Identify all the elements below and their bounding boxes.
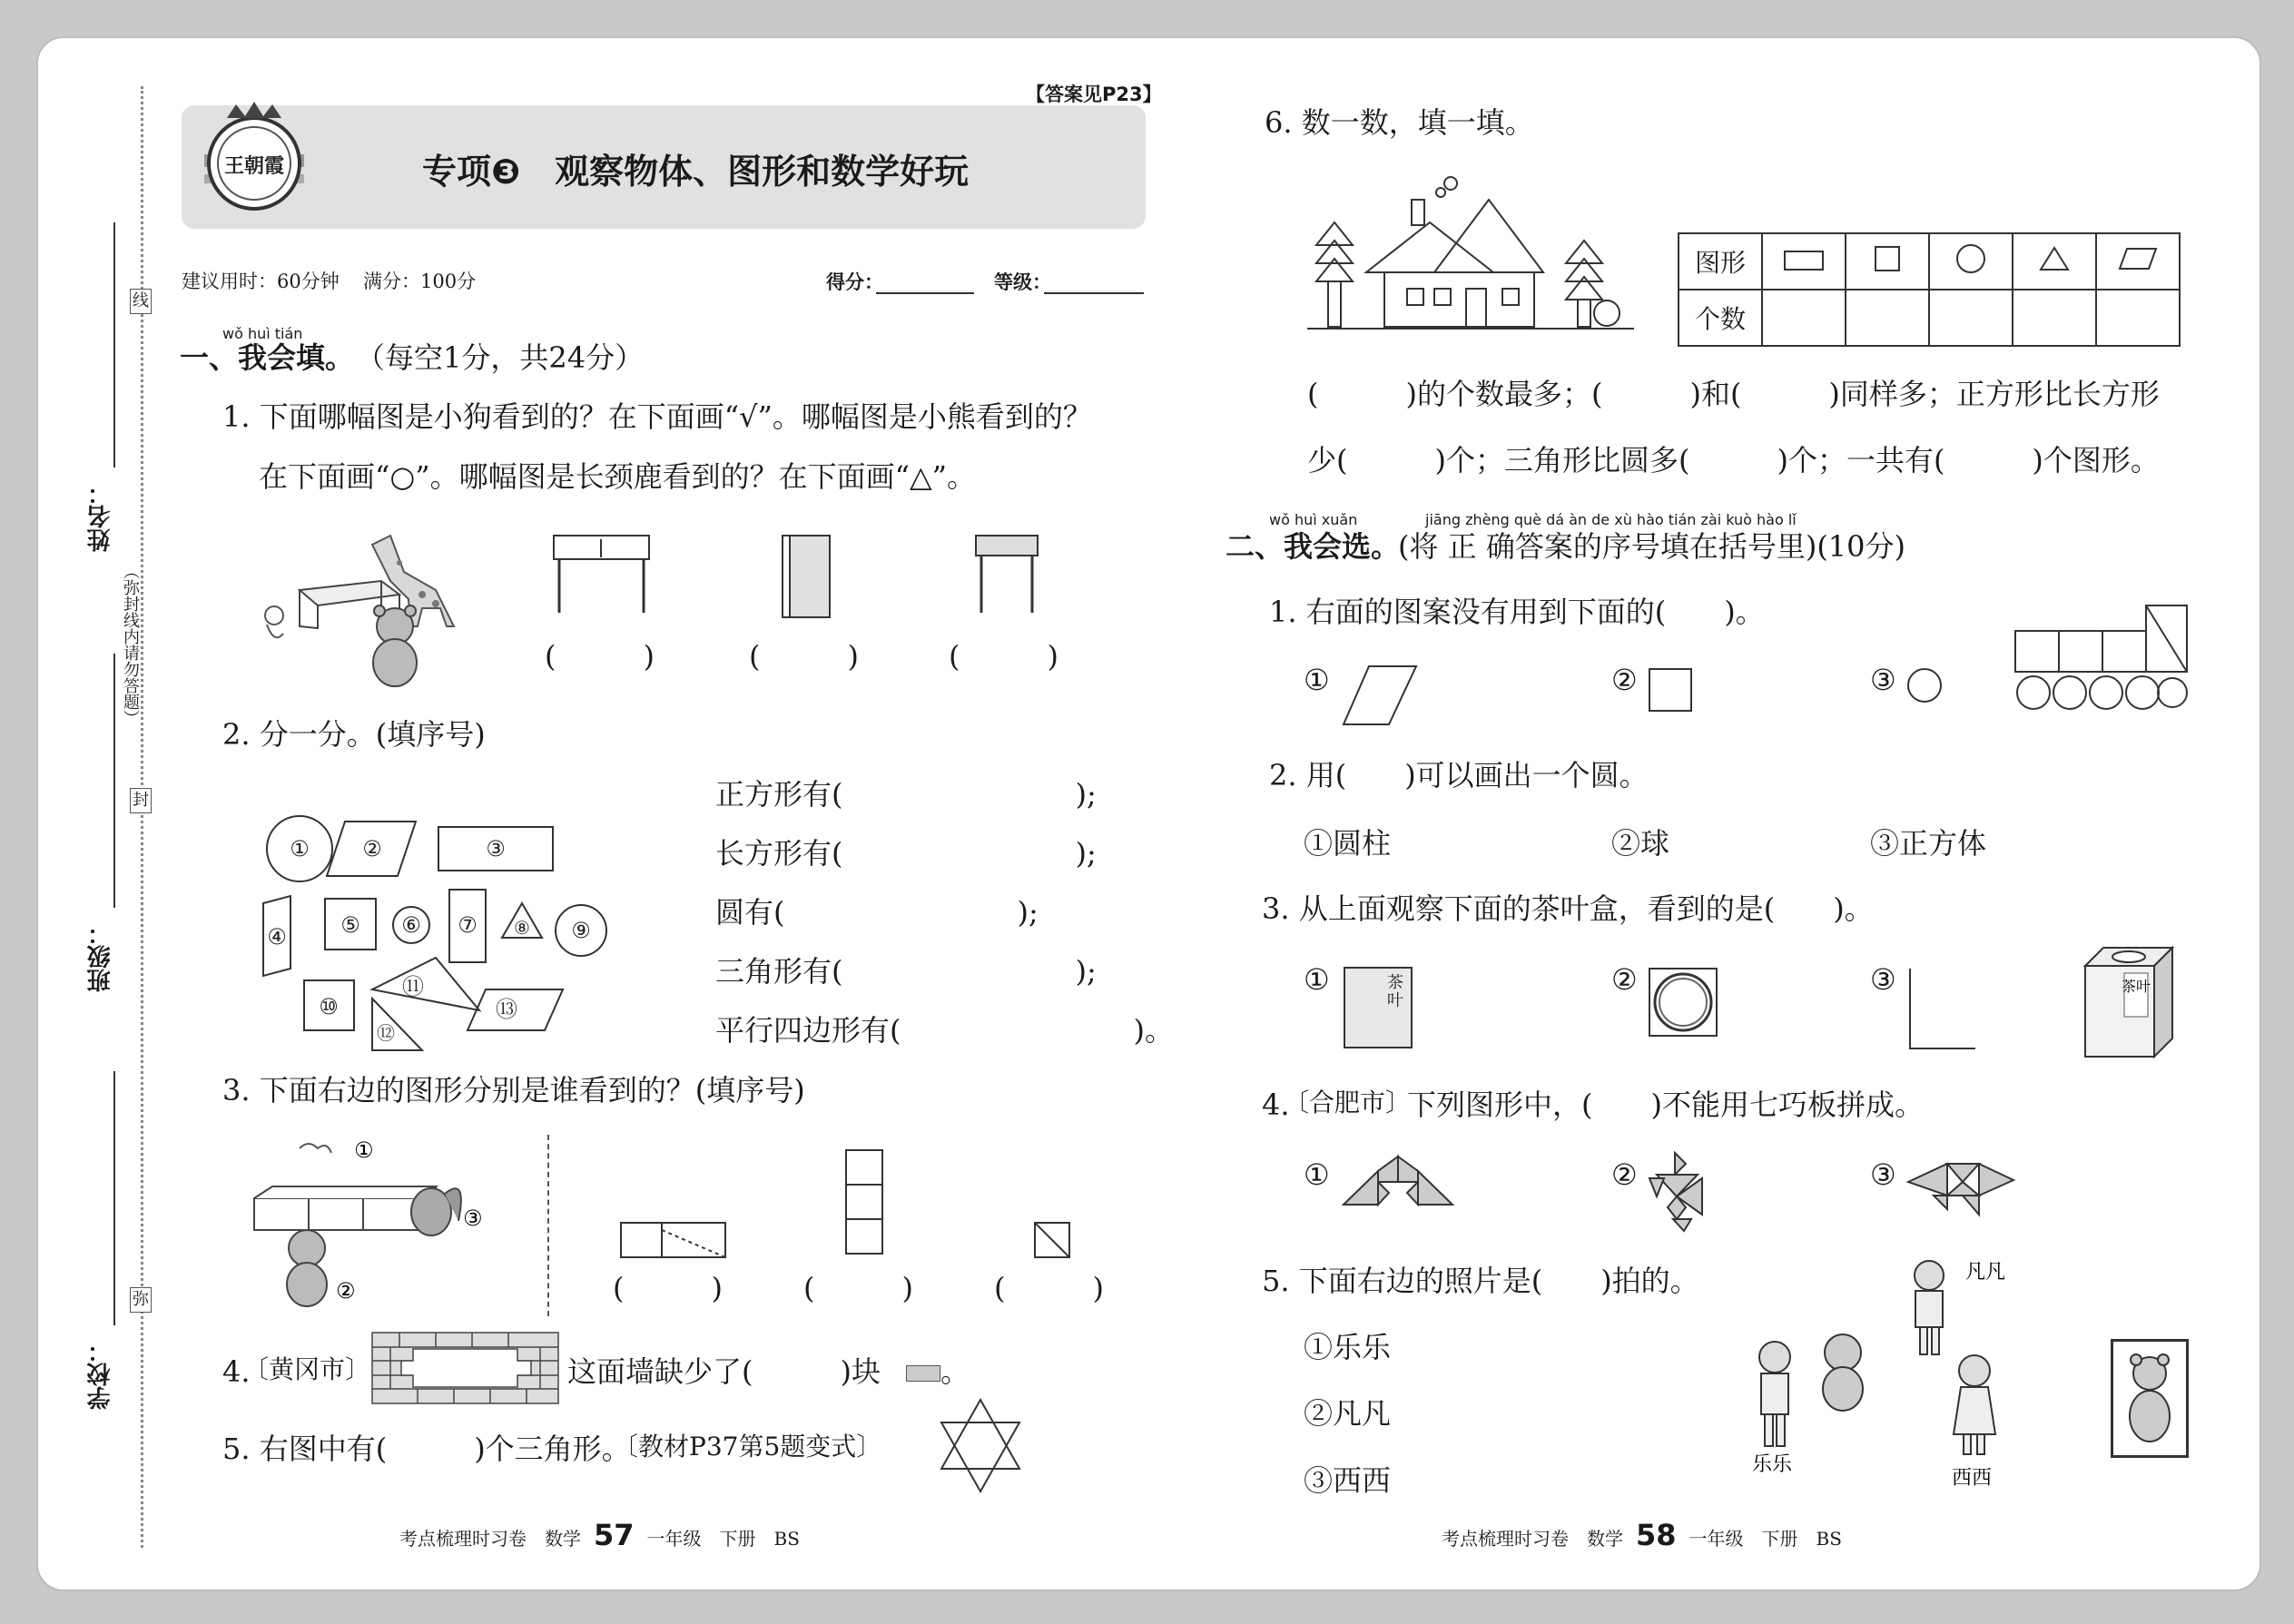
name-lele: 乐乐 bbox=[1752, 1453, 1793, 1476]
brick-icon bbox=[906, 1365, 940, 1382]
s1-q4-number: 4. bbox=[222, 1354, 251, 1389]
table-head-square-icon bbox=[1846, 233, 1929, 290]
shape-label-8: ⑧ bbox=[514, 917, 530, 939]
shape-label-5: ⑤ bbox=[340, 912, 360, 938]
tea-box-label: 茶叶 bbox=[2121, 978, 2151, 995]
s2-q3-option-1-front-view bbox=[1344, 967, 1413, 1048]
q2-answer-square[interactable]: 正方形有( ); bbox=[715, 777, 1097, 812]
tea-box-icon bbox=[2083, 946, 2174, 1059]
s2-q4-tangram-plane bbox=[1906, 1155, 2015, 1218]
s2-q2: 2. 用( )可以画出一个圆。 bbox=[1269, 758, 1649, 792]
q2-answer-circle[interactable]: 圆有( ); bbox=[715, 895, 1039, 930]
publisher-logo bbox=[204, 100, 304, 218]
name-fanfan: 凡凡 bbox=[1965, 1261, 2006, 1284]
seal-note: （弥封线内请勿答题） bbox=[121, 563, 140, 726]
section2-pinyin-a: wǒ huì xuǎn bbox=[1269, 511, 1358, 528]
view-option-1 bbox=[554, 536, 654, 617]
footer-grade: 一年级 下册 BS bbox=[646, 1528, 800, 1550]
s2-q3-mark-3[interactable]: ③ bbox=[1870, 962, 1896, 997]
section1-heading: 一、我会填。 bbox=[180, 340, 355, 375]
q6-line1[interactable]: ( )的个数最多；( )和( )同样多；正方形比长方形 bbox=[1307, 377, 2160, 411]
count-cell-circle[interactable] bbox=[1929, 290, 2013, 346]
school-label: 学校： bbox=[87, 1339, 114, 1410]
bear-icon bbox=[287, 1230, 327, 1306]
s2-q4-tangram-bridge bbox=[1342, 1155, 1455, 1209]
name-label: 姓名： bbox=[87, 481, 114, 552]
footer-left bbox=[399, 1518, 800, 1552]
seal-mark-mi: 弥 bbox=[130, 1287, 152, 1313]
school-line[interactable] bbox=[113, 1071, 115, 1325]
score-label: 得分： bbox=[826, 271, 883, 293]
s2-q1-circle bbox=[1906, 667, 1944, 705]
table-head-rectangle-icon bbox=[1762, 233, 1846, 290]
s2-q1-mark-2[interactable]: ② bbox=[1611, 663, 1638, 697]
table-head-parallelogram-icon bbox=[2096, 233, 2180, 290]
q3-mark-3: ③ bbox=[463, 1206, 483, 1231]
suggested-time: 建议用时：60分钟 bbox=[182, 271, 340, 292]
s2-q2-option-2[interactable]: ②球 bbox=[1611, 826, 1670, 861]
section2-points: (将 正 确答案的序号填在括号里)(10分) bbox=[1398, 529, 1906, 564]
q2-shapes bbox=[263, 812, 617, 1058]
star-of-david-figure bbox=[940, 1398, 1021, 1493]
s1-q5: 5. 右图中有( )个三角形。 bbox=[222, 1432, 631, 1466]
s2-q2-option-1[interactable]: ①圆柱 bbox=[1304, 826, 1392, 861]
q2-answer-parallelogram[interactable]: 平行四边形有( )。 bbox=[715, 1013, 1174, 1048]
q3-mark-2: ② bbox=[336, 1278, 356, 1304]
s2-q1-square bbox=[1648, 667, 1695, 714]
q3-view-2 bbox=[844, 1148, 885, 1257]
s2-q4-text: 下列图形中，( )不能用七巧板拼成。 bbox=[1407, 1088, 1924, 1122]
s1-q4-tag: 〔黄冈市〕 bbox=[243, 1354, 371, 1384]
shape-label-11: ⑪ bbox=[402, 974, 424, 999]
shape-label-9: ⑨ bbox=[571, 918, 591, 943]
q6-count-table bbox=[1678, 232, 2181, 347]
shape-label-13: ⑬ bbox=[496, 997, 517, 1022]
q3-scene bbox=[254, 1130, 508, 1312]
footer-grade-right: 一年级 下册 BS bbox=[1689, 1528, 1842, 1550]
table-label-shape: 图形 bbox=[1679, 233, 1762, 290]
table-head-circle-icon bbox=[1929, 233, 2013, 290]
q1-scene bbox=[254, 517, 472, 699]
section2-heading: 二、我会选。 bbox=[1226, 529, 1401, 564]
s2-q5: 5. 下面右边的照片是( )拍的。 bbox=[1262, 1264, 1699, 1298]
footer-book: 考点梳理时习卷 数学 bbox=[399, 1528, 581, 1550]
s2-q4-mark-2[interactable]: ② bbox=[1611, 1157, 1638, 1192]
s2-q4-tangram-bird bbox=[1648, 1151, 1720, 1233]
q3-answer-1[interactable]: ( ) bbox=[613, 1271, 723, 1305]
blocks-icon bbox=[254, 1186, 436, 1230]
q2-answer-triangle[interactable]: 三角形有( ); bbox=[715, 954, 1097, 989]
person-fanfan-icon bbox=[1915, 1261, 1944, 1354]
footer-book-right: 考点梳理时习卷 数学 bbox=[1442, 1528, 1623, 1550]
page-title: 专项❸ 观察物体、图形和数学好玩 bbox=[422, 152, 970, 192]
class-line[interactable] bbox=[113, 654, 115, 908]
shape-label-7: ⑦ bbox=[458, 912, 478, 938]
page-number-left: 57 bbox=[594, 1518, 635, 1552]
s2-q4-tag: 〔合肥市〕 bbox=[1284, 1088, 1412, 1117]
section2-pinyin-b: jiāng zhèng què dá àn de xù hào tián zài kuò hào lǐ bbox=[1425, 511, 1797, 528]
logo-text: 王朝霞 bbox=[223, 154, 285, 178]
s2-q5-option-3[interactable]: ③西西 bbox=[1304, 1463, 1392, 1498]
s2-q2-option-3[interactable]: ③正方体 bbox=[1870, 826, 1987, 861]
s2-q4-number: 4. bbox=[1262, 1088, 1290, 1122]
photo-frame bbox=[2111, 1339, 2189, 1458]
q3-view-3 bbox=[1033, 1221, 1074, 1262]
q6-heading: 6. 数一数，填一填。 bbox=[1265, 105, 1534, 140]
person-xixi-icon bbox=[1954, 1355, 1995, 1454]
q3-divider bbox=[547, 1135, 549, 1316]
s2-q5-option-2[interactable]: ②凡凡 bbox=[1304, 1396, 1392, 1431]
class-label: 班级： bbox=[87, 921, 114, 992]
name-xixi: 西西 bbox=[1952, 1467, 1993, 1490]
table-label-count: 个数 bbox=[1679, 290, 1762, 346]
person-lele-icon bbox=[1759, 1342, 1790, 1446]
view-option-2 bbox=[779, 536, 833, 622]
section1-pinyin: wǒ huì tián bbox=[222, 325, 303, 342]
view-option-3 bbox=[976, 536, 1039, 617]
shape-label-2: ② bbox=[362, 836, 382, 861]
seal-mark-xian: 线 bbox=[130, 289, 152, 314]
s2-q1: 1. 右面的图案没有用到下面的( )。 bbox=[1269, 595, 1765, 629]
s2-q3-mark-2[interactable]: ② bbox=[1611, 962, 1638, 997]
shape-11-triangle bbox=[372, 958, 479, 1010]
s2-q3-option-2-top-view bbox=[1648, 967, 1720, 1039]
q6-house-picture bbox=[1307, 172, 1643, 345]
s1-q2: 2. 分一分。(填序号) bbox=[222, 717, 486, 752]
shape-label-4: ④ bbox=[267, 924, 287, 950]
s1-q1-line1: 1. 下面哪幅图是小狗看到的？在下面画“√”。哪幅图是小熊看到的？ bbox=[222, 399, 1092, 434]
title-banner bbox=[182, 105, 1146, 229]
exam-sheet: 线 封 弥 （弥封线内请勿答题） 姓名： 班级： 学校： 【答案见P23】 专项❸ 观察物体、图形和数学好玩 王朝霞 建议用时：60分钟 满分：100分 得分： 等级： wǒ huì tián 一、我会填。 （每空1分，共24分） 1. 下面哪幅图是小狗看到的？在下面画“√”。哪幅图是小熊看到的？ 在下面画“○”。哪幅图是长颈鹿看到的？在下面画“△”。 ( ) ( ) ( ) 2. 分一分。(填序号) ① ② ③ ④ ⑤ ⑥ ⑦ ⑧ ⑨ ⑩ ⑪ ⑫ ⑬ 正方形有( ); 长方形有( ); 圆有( ); 三角形有( ); 平行四边形有( )。 3. 下面右边的图形分别是谁看到的？(填序号) ① ② ③ ( ) ( ) ( ) 4. 〔黄冈市〕 这面墙缺少了( )块 。 5. 右图中有( )个三角形。 〔教材P37第5题变式〕 考点梳理时习卷 数学 57 一年级 下册 BS 6. 数一数，填一填。 图形 个数 ( )的个数最多；( )和( )同样多；正方形比长方形 少( )个；三角形比圆多( )个；一共有( )个图形。 wǒ huì xuǎn jiāng zhèng què dá àn de xù hào tián zài kuò hào lǐ 二、我会选。 (将 正 确答案的序号填在括号里)(10分) 1. 右面的图案没有用到下面的( )。 ① ② ③ 2. 用( )可以画出一个圆。 ①圆柱 ②球 ③正方体 3. 从上面观察下面的茶叶盒，看到的是( )。 ① 茶叶 ② ③ 茶叶 4. 〔合肥市〕 下列图形中，( )不能用七巧板拼成。 ① ② ③ 5. 下面右边的照片是( )拍的。 ①乐乐 ②凡凡 ③西西 凡凡 乐乐 西西 考点梳理时习卷 数学 58 一年级 下册 BS bbox=[0, 0, 2294, 1624]
s2-q3-option-3-side-view bbox=[1906, 967, 1979, 1053]
section1-points: （每空1分，共24分） bbox=[356, 340, 645, 375]
q1-answer-3[interactable]: ( ) bbox=[949, 639, 1058, 674]
bird-icon bbox=[300, 1144, 331, 1153]
s1-q5-tag: 〔教材P37第5题变式〕 bbox=[613, 1432, 882, 1462]
photo-bear-icon bbox=[2122, 1351, 2177, 1446]
grade-blank[interactable] bbox=[1044, 292, 1144, 294]
shape-label-6: ⑥ bbox=[401, 912, 421, 938]
s2-q3-mark-1[interactable]: ① bbox=[1304, 962, 1330, 997]
squirrel-icon bbox=[411, 1188, 461, 1235]
q1-answer-2[interactable]: ( ) bbox=[749, 639, 859, 674]
q3-view-1 bbox=[619, 1221, 728, 1262]
s1-q1-line2: 在下面画“○”。哪幅图是长颈鹿看到的？在下面画“△”。 bbox=[259, 459, 976, 494]
brick-wall bbox=[372, 1333, 558, 1403]
s2-q1-pattern bbox=[2013, 604, 2191, 713]
footer-right bbox=[1442, 1518, 1842, 1552]
q3-answer-3[interactable]: ( ) bbox=[994, 1271, 1104, 1305]
s2-q4-mark-3[interactable]: ③ bbox=[1870, 1157, 1896, 1192]
shape-label-10: ⑩ bbox=[319, 994, 339, 1019]
count-cell-triangle[interactable] bbox=[2013, 290, 2096, 346]
q1-answer-1[interactable]: ( ) bbox=[545, 639, 655, 674]
s2-q4-mark-1[interactable]: ① bbox=[1304, 1157, 1330, 1192]
s2-q5-option-1[interactable]: ①乐乐 bbox=[1304, 1330, 1392, 1364]
name-line[interactable] bbox=[113, 222, 115, 468]
answer-reference: 【答案见P23】 bbox=[1026, 84, 1162, 105]
count-cell-parallelogram[interactable] bbox=[2096, 290, 2180, 346]
s1-q4-text: 这面墙缺少了( )块 bbox=[567, 1354, 881, 1389]
count-cell-rectangle[interactable] bbox=[1762, 290, 1846, 346]
s2-q5-scene bbox=[1743, 1253, 2043, 1489]
bear-icon bbox=[373, 605, 417, 686]
count-cell-square[interactable] bbox=[1846, 290, 1929, 346]
seal-mark-feng: 封 bbox=[130, 788, 152, 813]
grade-label: 等级： bbox=[994, 271, 1051, 293]
s1-q3: 3. 下面右边的图形分别是谁看到的？(填序号) bbox=[222, 1073, 805, 1107]
bear-icon bbox=[1823, 1334, 1863, 1411]
s2-q1-mark-3[interactable]: ③ bbox=[1870, 663, 1896, 697]
table-head-triangle-icon bbox=[2013, 233, 2096, 290]
page-number-right: 58 bbox=[1636, 1518, 1677, 1552]
s2-q1-mark-1[interactable]: ① bbox=[1304, 663, 1330, 697]
dog-icon bbox=[265, 606, 283, 637]
q2-answer-rectangle[interactable]: 长方形有( ); bbox=[715, 836, 1097, 871]
full-score: 满分：100分 bbox=[363, 271, 477, 292]
shape-label-1: ① bbox=[290, 836, 310, 861]
score-blank[interactable] bbox=[876, 292, 974, 294]
tea-label: 茶叶 bbox=[1387, 973, 1403, 1010]
shape-label-12: ⑫ bbox=[377, 1022, 395, 1044]
q6-line2[interactable]: 少( )个；三角形比圆多( )个；一共有( )个图形。 bbox=[1307, 443, 2160, 477]
q3-mark-1: ① bbox=[354, 1137, 374, 1163]
s2-q3: 3. 从上面观察下面的茶叶盒，看到的是( )。 bbox=[1262, 891, 1874, 926]
q3-answer-2[interactable]: ( ) bbox=[803, 1271, 913, 1305]
shape-label-3: ③ bbox=[486, 836, 506, 861]
s2-q1-parallelogram bbox=[1342, 664, 1419, 728]
